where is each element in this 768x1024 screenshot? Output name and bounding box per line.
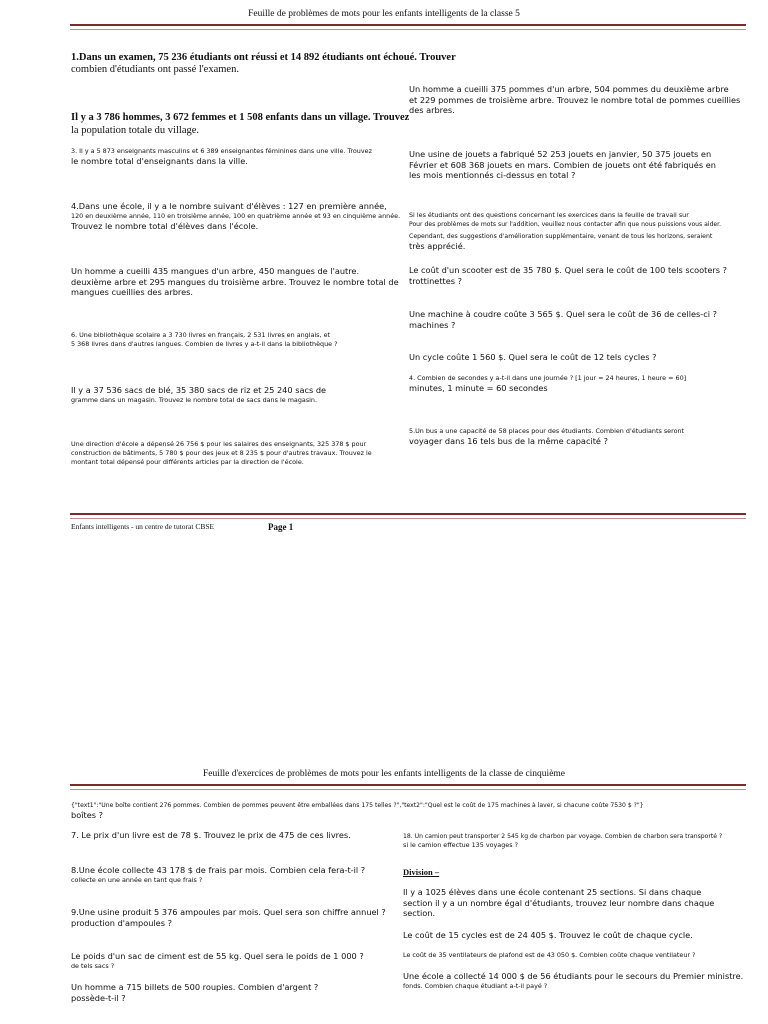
json-text: {"text1":"Une boîte contient 276 pommes. Combien de pommes peuvent être emballées dans 175 telles ?","text2":"Quel est le coût de 175 machines à laver, si chacune coûte 7530 $ ?"} xyxy=(71,802,644,809)
question-1-title: 1.Dans un examen, 75 236 étudiants ont réussi et 14 892 étudiants ont échoué. Trouver xyxy=(71,52,456,63)
seconds-line2: minutes, 1 minute = 60 secondes xyxy=(409,383,548,393)
question-5-line1: Un homme a cueilli 435 mangues d'un arbre, 450 mangues de l'autre. xyxy=(71,266,360,276)
sewing-line2: machines ? xyxy=(409,319,456,330)
question-6 xyxy=(71,331,411,349)
question-6-line2: 5 368 livres dans d'autres langues. Combien de livres y a-t-il dans la bibliothèque ? xyxy=(71,340,338,348)
question-7-book: 7. Le prix d'un livre est de 78 $. Trouvez le prix de 475 de ces livres. xyxy=(71,830,351,840)
question-4 xyxy=(71,201,451,231)
notes-line1: Un homme a 715 billets de 500 roupies. Combien d'argent ? xyxy=(71,982,319,992)
cement-line2: de tels sacs ? xyxy=(71,961,115,970)
division-q4-line2: fonds. Combien chaque étudiant a-t-il payé ? xyxy=(403,981,548,990)
question-4-line1: 4.Dans une école, il y a le nombre suivant d'élèves : 127 en première année, xyxy=(71,201,387,211)
question-8 xyxy=(71,440,411,467)
division-q4-line1: Une école a collecté 14 000 $ de 56 étudiants pour le secours du Premier ministre. xyxy=(403,971,744,981)
right-question-toys xyxy=(409,149,749,181)
contact-note-line4: très apprécié. xyxy=(409,241,466,251)
right-question-sewing xyxy=(409,309,761,330)
contact-note xyxy=(409,211,761,252)
page2-json-block xyxy=(71,801,751,821)
toys-line2: Février et 608 368 jouets en mars. Combien de jouets ont été fabriqués en xyxy=(409,159,716,170)
truck-line2: si le camion effectue 135 voyages ? xyxy=(403,841,518,849)
question-1 xyxy=(71,52,491,76)
apples-line1: Un homme a cueilli 375 pommes d'un arbre, 504 pommes du deuxième arbre xyxy=(409,84,729,94)
truck-line1: 18. Un camion peut transporter 2 545 kg de charbon par voyage. Combien de charbon sera transporté ? xyxy=(403,833,723,840)
contact-note-line1: Si les étudiants ont des questions concernant les exercices dans la feuille de travail sur xyxy=(409,211,689,219)
division-heading: Division – xyxy=(403,867,440,877)
question-3 xyxy=(71,147,411,167)
apples-line2: et 229 pommes de troisième arbre. Trouvez le nombre total de pommes cueillies xyxy=(409,94,741,105)
toys-line3: les mois mentionnés ci-dessus en total ? xyxy=(409,170,576,180)
seconds-line1: 4. Combien de secondes y a-t-il dans une journée ? [1 jour = 24 heures, 1 heure = 60] xyxy=(409,374,687,382)
apples-line3: des arbres. xyxy=(409,105,455,115)
right-question-cycle: Un cycle coûte 1 560 $. Quel sera le coût de 12 tels cycles ? xyxy=(409,352,657,362)
division-q2: Le coût de 15 cycles est de 24 405 $. Trouvez le coût de chaque cycle. xyxy=(403,930,693,940)
division-q1 xyxy=(403,887,753,919)
cement-line1: Le poids d'un sac de ciment est de 55 kg. Quel sera le poids de 1 000 ? xyxy=(71,951,364,961)
question-18-truck xyxy=(403,832,765,850)
division-q4 xyxy=(403,971,755,991)
fees-line2: collecte en une année en tant que frais ? xyxy=(71,875,203,884)
question-8-line3: montant total dépensé pour différents articles par la direction de l'école. xyxy=(71,458,304,466)
footer-rule xyxy=(70,513,746,519)
division-q1-line3: section. xyxy=(403,908,436,918)
sewing-line1: Une machine à coudre coûte 3 565 $. Quel sera le coût de 36 de celles-ci ? xyxy=(409,309,717,319)
question-8-fees xyxy=(71,865,401,885)
scooter-line2: trottinettes ? xyxy=(409,275,462,286)
question-2-title: Il y a 3 786 hommes, 3 672 femmes et 1 508 enfants dans un village. Trouvez xyxy=(71,112,410,123)
contact-note-line3: Cependant, des suggestions d'amélioration supplémentaire, venant de tous les horizons, seraient xyxy=(409,233,713,240)
footer-page-number: Page 1 xyxy=(268,522,294,532)
question-3-line1: 3. Il y a 5 873 enseignants masculins et 6 389 enseignantes féminines dans une ville. Trouvez xyxy=(71,147,372,155)
right-question-bus xyxy=(409,427,761,447)
question-5-line2: deuxième arbre et 295 mangues du troisième arbre. Trouvez le nombre total de xyxy=(71,276,399,287)
bulbs-line2: production d'ampoules ? xyxy=(71,917,172,928)
footer-center-name: Enfants intelligents - un centre de tutorat CBSE xyxy=(71,522,215,531)
fees-line1: 8.Une école collecte 43 178 $ de frais par mois. Combien cela fera-t-il ? xyxy=(71,865,366,875)
question-7-line1: Il y a 37 536 sacs de blé, 35 380 sacs de riz et 25 240 sacs de xyxy=(71,385,327,395)
question-5 xyxy=(71,266,416,298)
scooter-line1: Le coût d'un scooter est de 35 780 $. Quel sera le coût de 100 tels scooters ? xyxy=(409,265,727,275)
right-question-seconds xyxy=(409,374,761,394)
question-2-text: la population totale du village. xyxy=(71,124,200,136)
question-notes xyxy=(71,982,401,1003)
right-question-apples xyxy=(409,84,761,116)
question-1-text: combien d'étudiants ont passé l'examen. xyxy=(71,64,239,75)
question-4-line3: Trouvez le nombre total d'élèves dans l'école. xyxy=(71,220,259,231)
json-text-tail: boîtes ? xyxy=(71,810,103,820)
notes-line2: possède-t-il ? xyxy=(71,992,126,1003)
question-7 xyxy=(71,385,401,405)
question-8-line1: Une direction d'école a dépensé 26 756 $ pour les salaires des enseignants, 325 378 $ pour xyxy=(71,440,367,448)
question-5-line3: mangues cueillies des arbres. xyxy=(71,287,193,297)
question-8-line2: construction de bâtiments, 5 780 $ pour des jeux et 8 235 $ pour d'autres travaux. Trouvez le xyxy=(71,449,372,457)
bus-line2: voyager dans 16 tels bus de la même capacité ? xyxy=(409,436,608,446)
question-6-line1: 6. Une bibliothèque scolaire a 3 730 livres en français, 2 531 livres en anglais, et xyxy=(71,331,331,339)
question-cement xyxy=(71,951,401,971)
right-question-scooter xyxy=(409,265,761,286)
division-q1-line2: section il y a un nombre égal d'étudiants, trouvez leur nombre dans chaque xyxy=(403,897,715,908)
contact-note-line2: Pour des problèmes de mots sur l'addition, veuillez nous contacter afin que nous puissions vous aider. xyxy=(409,221,722,228)
bulbs-line1: 9.Une usine produit 5 376 ampoules par mois. Quel sera son chiffre annuel ? xyxy=(71,907,386,917)
question-9-bulbs xyxy=(71,907,401,928)
page-header: Feuille de problèmes de mots pour les enfants intelligents de la classe 5 xyxy=(248,9,520,19)
bus-line1: 5.Un bus a une capacité de 58 places pour des étudiants. Combien d'étudiants seront xyxy=(409,427,685,435)
toys-line1: Une usine de jouets a fabriqué 52 253 jouets en janvier, 50 375 jouets en xyxy=(409,149,712,159)
page2-header-rule xyxy=(70,784,746,790)
division-q3: Le coût de 35 ventilateurs de plafond est de 43 050 $. Combien coûte chaque ventilateur ? xyxy=(403,951,696,959)
question-2 xyxy=(71,112,431,137)
header-rule xyxy=(70,24,746,30)
question-4-line2: 120 en deuxième année, 110 en troisième année, 100 en quatrième année et 93 en cinquième année. xyxy=(71,211,401,220)
question-7-line2: gramme dans un magasin. Trouvez le nombre total de sacs dans le magasin. xyxy=(71,395,318,404)
question-3-line2: le nombre total d'enseignants dans la ville. xyxy=(71,156,248,166)
division-q1-line1: Il y a 1025 élèves dans une école contenant 25 sections. Si dans chaque xyxy=(403,887,702,897)
page2-header: Feuille d'exercices de problèmes de mots pour les enfants intelligents de la classe de cinquième xyxy=(202,769,566,779)
